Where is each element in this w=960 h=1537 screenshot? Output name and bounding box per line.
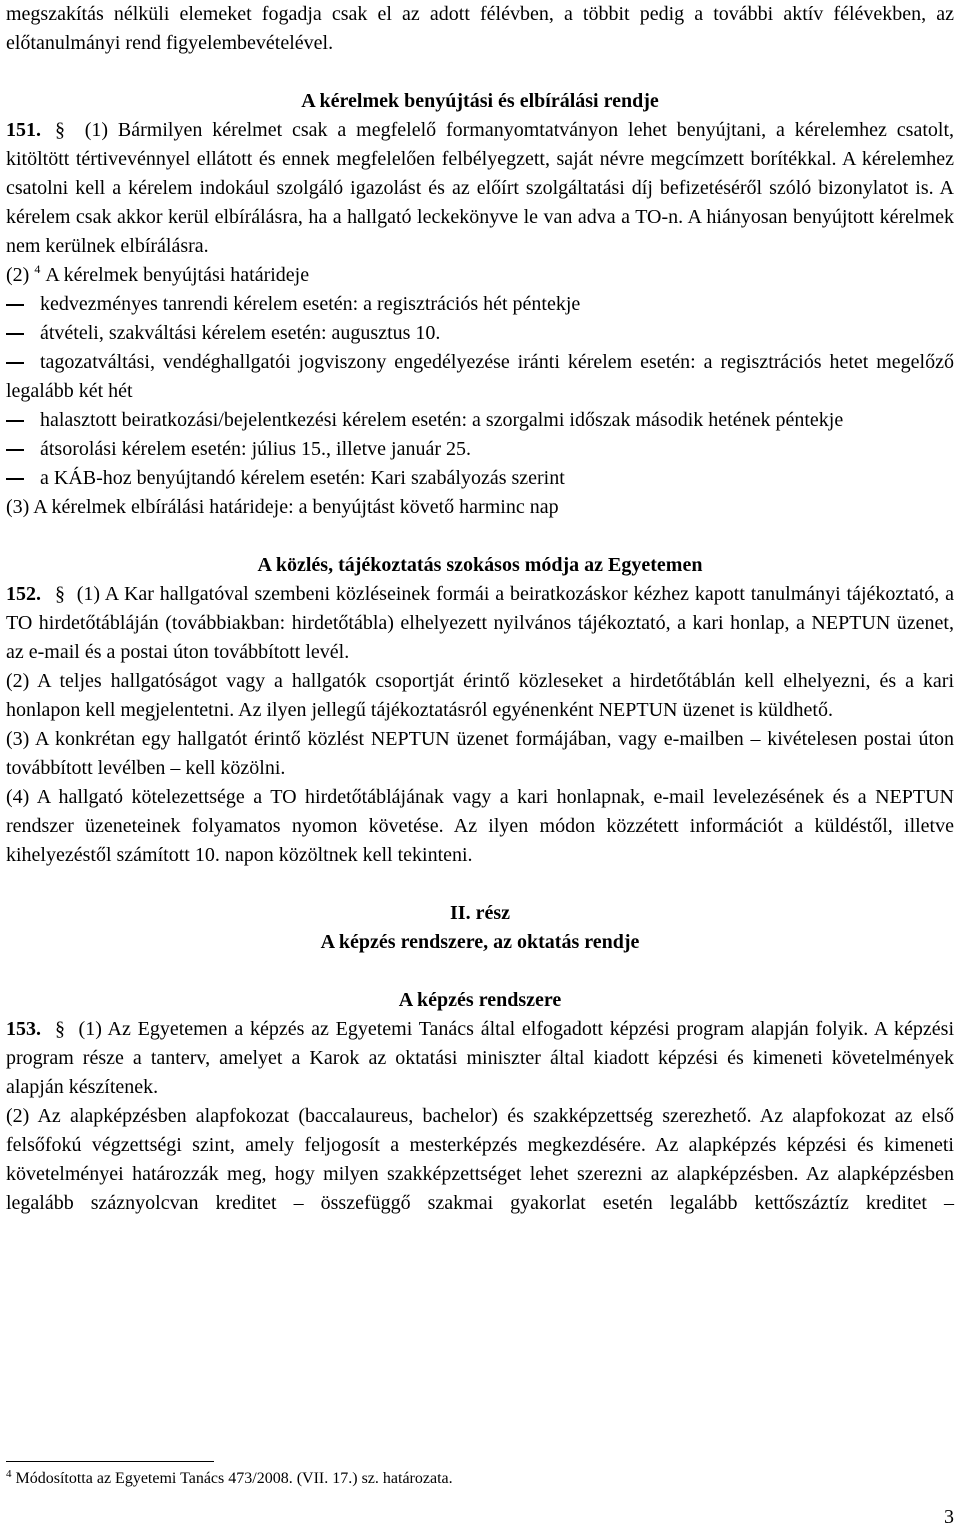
deadline-item: a KÁB-hoz benyújtandó kérelem esetén: Kari szabályozás szerint: [6, 464, 954, 493]
dash-bullet-icon: [6, 290, 40, 319]
paragraph-2-label: (2): [6, 264, 30, 286]
section-153-paragraph-2: (2) Az alapképzésben alapfokozat (baccalaureus, bachelor) és szakképzettség szerezhető. Az alapfokozat az első felsőfokú végzettségi szint, amely feljogosít a mesterképzés megkezdésére. Az alapképzés képzési és kimeneti követelményei határozzák meg, hogy milyen szakképzettséget lehet szerezni az alapképzésben. Az alapképzésben legalább száznyolcvan kreditet – összefüggő szakmai gyakorlat esetén legalább kettőszáztíz kreditet –: [6, 1105, 954, 1214]
section-151-number: 151.: [6, 119, 41, 141]
deadline-item: halasztott beiratkozási/bejelentkezési kérelem esetén: a szorgalmi időszak második hetének péntekje: [6, 406, 954, 435]
heading-kepzes-rendje: A képzés rendszere, az oktatás rendje: [320, 931, 640, 953]
section-153-number: 153.: [6, 1018, 41, 1040]
section-152-paragraph-3: (3) A konkrétan egy hallgatót érintő közlést NEPTUN üzenet formájában, vagy e-mailben – kivételesen postai úton továbbított levélben – kell közölni.: [6, 728, 954, 779]
deadline-item: átsorolási kérelem esetén: július 15., illetve január 25.: [6, 435, 954, 464]
footnote-text: Módosította az Egyetemi Tanács 473/2008. (VII. 17.) sz. határozata.: [15, 1470, 453, 1487]
dash-bullet-icon: [6, 348, 40, 377]
spacer: [6, 870, 954, 899]
section-152-number: 152.: [6, 583, 41, 605]
dash-bullet-icon: [6, 406, 40, 435]
section-151-paragraph-1: [6, 116, 954, 261]
section-symbol: §: [55, 583, 65, 605]
dash-bullet-icon: [6, 464, 40, 493]
footnote: [6, 1468, 453, 1490]
footnote-separator: [6, 1461, 214, 1462]
spacer: [6, 522, 954, 551]
heading-kerelmek: A kérelmek benyújtási és elbírálási rendje: [301, 90, 659, 112]
heading-kozles: A közlés, tájékoztatás szokásos módja az Egyetemen: [257, 554, 703, 576]
deadline-item: kedvezményes tanrendi kérelem esetén: a regisztrációs hét péntekje: [6, 290, 954, 319]
section-152-paragraph-4: (4) A hallgató kötelezettsége a TO hirdetőtáblájának vagy a kari honlapnak, e-mail levelezésének és a NEPTUN rendszer üzeneteinek folyamatos nyomon követése. Az ilyen módon közzétett információt a küldéstől, illetve kihelyezéstől számított 10. napon közöltnek kell tekinteni.: [6, 786, 954, 866]
heading-kepzes-rendszere: A képzés rendszere: [398, 989, 562, 1011]
section-151-paragraph-3: (3) A kérelmek elbírálási határideje: a benyújtást követő harminc nap: [6, 496, 559, 518]
deadline-item: átvételi, szakváltási kérelem esetén: augusztus 10.: [6, 319, 954, 348]
section-152-paragraph-2: (2) A teljes hallgatóságot vagy a hallgatók csoportját érintő közleseket a hirdetőtáblán kell elhelyezni, és a kari honlapon kell megjelentetni. Az ilyen jellegű tájékoztatásról egyénenként NEPTUN üzenet is küldhető.: [6, 670, 954, 721]
page-number: 3: [944, 1506, 954, 1528]
section-symbol: §: [55, 119, 65, 141]
deadline-item: tagozatváltási, vendéghallgatói jogviszony engedélyezése iránti kérelem esetén: a regisztrációs hetet megelőző legalább két hét: [6, 348, 954, 406]
footnote-ref[interactable]: 4: [34, 262, 41, 276]
dash-bullet-icon: [6, 435, 40, 464]
paragraph-2-text: A kérelmek benyújtási határideje: [45, 264, 310, 286]
intro-paragraph: megszakítás nélküli elemeket fogadja csak el az adott félévben, a többit pedig a további aktív félévekben, az előtanulmányi rend figyelembevételével.: [6, 3, 954, 54]
heading-part-ii: II. rész: [450, 902, 510, 924]
section-153-paragraph-1: 153. § (1) Az Egyetemen a képzés az Egyetemi Tanács által elfogadott képzési program alapján folyik. A képzési program része a tanterv, amelyet a Karok az oktatási miniszter által kiadott képzési és kimeneti követelmények alapján készítenek.: [6, 1018, 955, 1098]
section-152-paragraph-1: 152. § (1) A Kar hallgatóval szembeni közléseinek formái a beiratkozáskor kézhez kapott tanulmányi tájékoztató, a TO hirdetőtábláján (továbbiakban: hirdetőtábla) elhelyezett nyilvános tájékoztató, a kari honlap, a NEPTUN üzenet, az e-mail és a postai úton továbbított levél.: [6, 583, 955, 663]
section-151-text-1: (1) Bármilyen kérelmet csak a megfelelő formanyomtatványon lehet benyújtani, a kérelemhez csatolt, kitöltött tértivevénnyel ellátott és ennek megfelelően felbélyegzett, saját névre megcímzett borítékkal. A kérelemhez csatolni kell a kérelem indokául szolgáló igazolást és az előírt szolgáltatási díj befizetéséről szóló bizonylatot is. A kérelem csak akkor kerül elbírálásra, ha a hallgató leckekönyve le van adva a TO-n. A hiányosan benyújtott kérelmek nem kerülnek elbírálásra.: [6, 119, 955, 257]
dash-bullet-icon: [6, 319, 40, 348]
section-symbol: §: [55, 1018, 65, 1040]
spacer: [6, 58, 954, 87]
document-page: [6, 0, 954, 1218]
spacer: [6, 957, 954, 986]
footnote-number: 4: [6, 1468, 12, 1480]
section-151-paragraph-2: [6, 261, 954, 290]
